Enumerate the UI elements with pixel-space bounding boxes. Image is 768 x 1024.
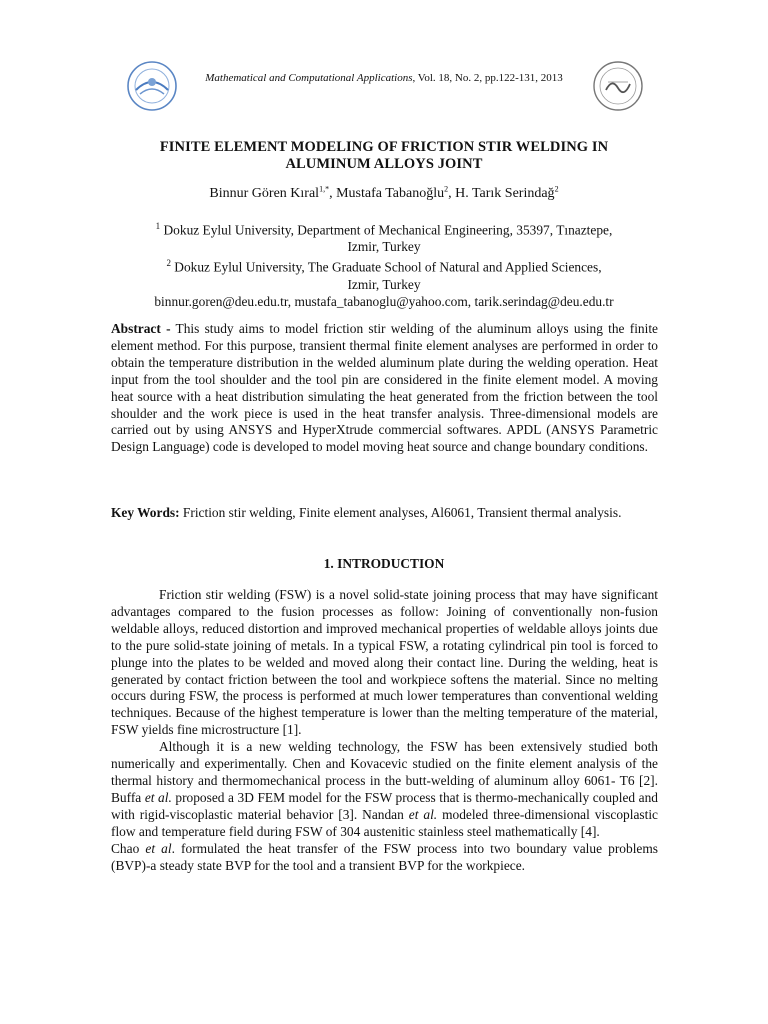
text-run: Chao [111, 840, 146, 856]
affiliation-sup: 1 [155, 221, 161, 231]
abstract-text: This study aims to model friction stir welding of the aluminum alloys using the finite element method. For this purpose, transient thermal finite element analyses are performed in order to obtain the temperature distribution in the welded aluminum plate during the welding operation. Heat input from the tool shoulder and the tool pin are considered in the finite element model. A moving heat source with a heat distribution simulating the heat generated from the friction between the tool shoulder and the work piece is used in the heat transfer analysis. Three-dimensional models are carried out by using ANSYS and HyperXtrude commercial softwares. APDL (ANSYS Parametric Design Language) code is developed to model moving heat source and change boundary conditions. [111, 321, 658, 455]
affiliation-2-city: Izmir, Turkey [347, 276, 421, 292]
text-run: Although it is a new welding technology, the FSW has been extensively studied both numerically and experimentally. Chen and Kovacevic studied on the finite element analysis of the thermal history and thermomechanical process in the butt-welding of aluminum alloy 6061- T6 [2]. Buffa [111, 739, 658, 805]
abstract-label: Abstract - [111, 321, 171, 336]
section-heading: 1. INTRODUCTION [323, 556, 445, 571]
author-name: H. Tarık Serindağ [455, 186, 555, 201]
keywords-text: Friction stir welding, Finite element analyses, Al6061, Transient thermal analysis. [179, 505, 622, 520]
text-run: . formulated the heat transfer of the FSW process into two boundary value problems (BVP)-a steady state BVP for the tool and a transient BVP for the workpiece. [111, 840, 658, 873]
journal-details: , Vol. 18, No. 2, pp.122-131, 2013 [412, 72, 563, 84]
association-seal-logo [126, 60, 178, 112]
italic-run: et al [145, 840, 172, 856]
affiliations [100, 218, 668, 310]
author-name: Mustafa Tabanoğlu [336, 186, 445, 201]
author-list: Binnur Gören Kıral$^{1,*}$, Mustafa Tabanoğlu$^2$, H. Tarık Serindağ$^2$ [209, 184, 559, 201]
intro-paragraph-3 [111, 841, 658, 875]
title-line-2: ALUMINUM ALLOYS JOINT [285, 156, 483, 172]
abstract [111, 321, 658, 456]
italic-run: et al. [408, 806, 438, 822]
affiliation-1 [100, 218, 668, 238]
author-emails: binnur.goren@deu.edu.tr, mustafa_tabanoglu@yahoo.com, tarik.serindag@deu.edu.tr [154, 293, 614, 309]
text-run: proposed a 3D FEM model for the FSW process that is thermo-mechanically coupled and with rigid-viscoplastic material behavior [3]. Nandan [111, 789, 658, 822]
affiliation-text: Dokuz Eylul University, The Graduate School of Natural and Applied Sciences, [170, 259, 602, 275]
intro-paragraph-2 [111, 739, 658, 840]
author-sup: 1,* [319, 184, 330, 194]
affiliation-1-city: Izmir, Turkey [347, 239, 421, 255]
keywords [111, 505, 658, 522]
title-line-1: FINITE ELEMENT MODELING OF FRICTION STIR WELDING IN [159, 139, 609, 155]
text-run: modeled three-dimensional viscoplastic flow and temperature field during FSW of 304 austenitic stainless steel mathematically [4]. [111, 806, 658, 839]
affiliation-sup: 2 [166, 258, 171, 269]
affiliation-text: Dokuz Eylul University, Department of Mechanical Engineering, 35397, Tınaztepe, [160, 222, 613, 238]
mca-seal-logo [592, 60, 644, 112]
italic-run: et al. [144, 789, 172, 805]
introduction-body [111, 587, 658, 874]
journal-name: Mathematical and Computational Applications [205, 72, 413, 84]
keywords-label: Key Words: [111, 505, 180, 520]
intro-paragraph-1: Friction stir welding (FSW) is a novel solid-state joining process that may have significant advantages compared to the fusion processes as follow: Joining of conventionally non-fusion weldable alloys, reduced distortion and improved mechanical properties of weldable alloys joints due to the pure solid-state joining of metals. In a typical FSW, a rotating cylindrical pin tool is forced to plunge into the plates to be welded and moved along their contact line. During the welding, heat is generated by contact friction between the tool and workpiece softens the material. Since no melting occurs during FSW, the process is performed at much lower temperatures than conventional welding techniques. Because of the highest temperature is lower than the melting temperature of the material, FSW yields fine microstructure [1]. [111, 587, 658, 738]
author-sup: 2 [444, 184, 449, 194]
affiliation-2 [100, 255, 668, 275]
paper-title [100, 139, 668, 173]
journal-citation [0, 72, 768, 84]
author-name: Binnur Gören Kıral [209, 186, 320, 201]
author-sup: 2 [554, 184, 559, 194]
